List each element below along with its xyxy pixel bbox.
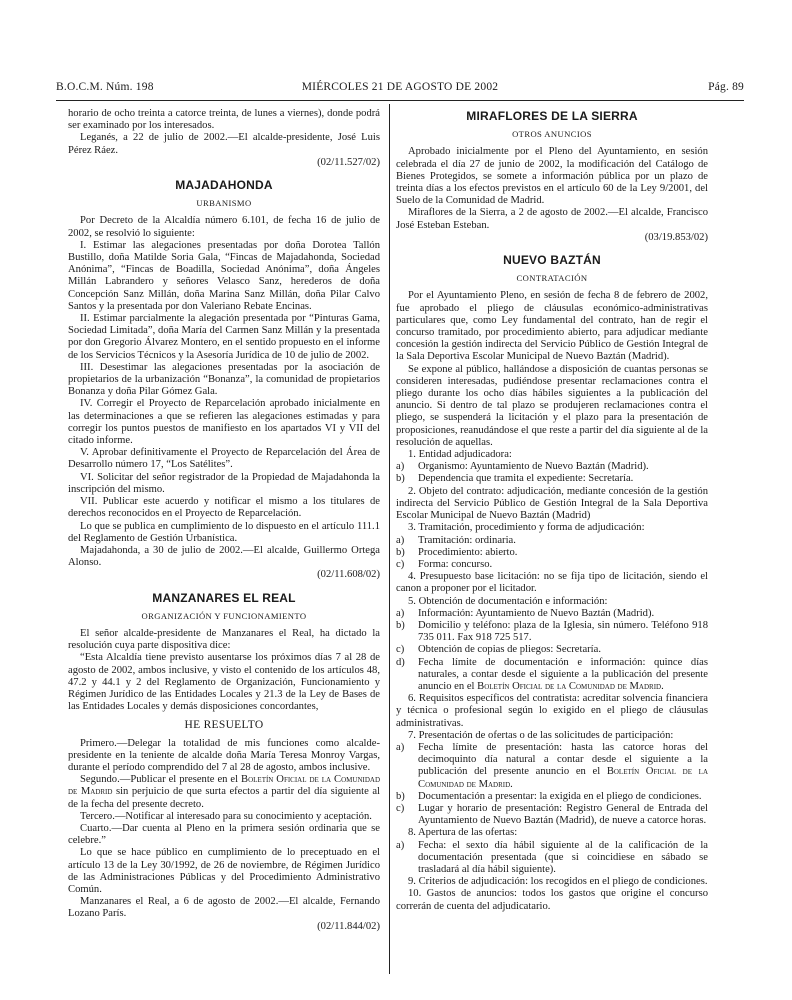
continued-text: horario de ocho treinta a catorce treinta, de lunes a viernes), donde podrá ser examinado por los interesados. xyxy=(68,108,380,132)
continued-signature: Leganés, a 22 de julio de 2002.—El alcalde-presidente, José Luis Pérez Ráez. xyxy=(68,132,380,156)
item-text: Dependencia que tramita el expediente: Secretaría. xyxy=(418,473,634,485)
list-item xyxy=(396,473,708,485)
paragraph: III. Desestimar las alegaciones presentadas por la asociación de propietarios de la urbanización “Bonanza”, la comunidad de propietarios Bonanza y doña Pilar Gómez Gala. xyxy=(68,361,380,398)
clause-heading: 9. Criterios de adjudicación: los recogidos en el pliego de condiciones. xyxy=(408,876,708,888)
item-text xyxy=(418,657,708,694)
signature: Manzanares el Real, a 6 de agosto de 2002.—El alcalde, Fernando Lozano París. xyxy=(68,896,380,920)
text-run: . xyxy=(661,680,664,692)
right-column xyxy=(396,108,708,913)
issue-number: B.O.C.M. Núm. 198 xyxy=(56,81,154,93)
section-heading: ORGANIZACIÓN Y FUNCIONAMIENTO xyxy=(141,610,307,621)
municipality-heading: MAJADAHONDA xyxy=(175,178,273,193)
item-letter: a) xyxy=(396,607,405,619)
paragraph: Por Decreto de la Alcaldía número 6.101, de fecha 16 de julio de 2002, se resolvió lo siguiente: xyxy=(68,215,380,239)
item-text xyxy=(418,742,708,791)
section-heading: URBANISMO xyxy=(196,198,252,209)
paragraph: IV. Corregir el Proyecto de Reparcelación aprobado inicialmente en las determinaciones a que se refieren las alegaciones estimadas y para corregir los puntos puestos de manifiesto en los apartados VI y VII del citado informe. xyxy=(68,398,380,447)
list-item xyxy=(396,559,708,571)
left-column xyxy=(68,108,380,933)
header-rule xyxy=(56,100,744,101)
list-item xyxy=(396,547,708,559)
item-letter: b) xyxy=(396,790,405,802)
item-letter: c) xyxy=(396,802,405,814)
page-number: Pág. 89 xyxy=(708,81,744,93)
item-text: Domicilio y teléfono: plaza de la Iglesia, sin número. Teléfono 918 735 011. Fax 918 725 517. xyxy=(418,619,708,644)
resolution-heading: HE RESUELTO xyxy=(184,719,264,732)
item-letter: a) xyxy=(396,461,405,473)
text-run: . xyxy=(510,778,513,790)
list-item xyxy=(396,742,708,791)
item-letter: d) xyxy=(396,656,405,668)
paragraph: Tercero.—Notificar al interesado para su conocimiento y aceptación. xyxy=(80,810,372,822)
item-letter: a) xyxy=(396,839,405,851)
clause-heading: 3. Tramitación, procedimiento y forma de adjudicación: xyxy=(408,522,645,534)
signature: Majadahonda, a 30 de julio de 2002.—El alcalde, Guillermo Ortega Alonso. xyxy=(68,544,380,569)
clause-heading: 5. Obtención de documentación e información: xyxy=(408,595,608,607)
item-letter: b) xyxy=(396,619,405,631)
section-heading: CONTRATACIÓN xyxy=(516,273,588,284)
signature: Miraflores de la Sierra, a 2 de agosto de 2002.—El alcalde, Francisco José Esteban Esteban. xyxy=(396,207,708,231)
paragraph: Cuarto.—Dar cuenta al Pleno en la primera sesión ordinaria que se celebre.” xyxy=(68,822,380,847)
paragraph: Aprobado inicialmente por el Pleno del Ayuntamiento, en sesión celebrada el día 27 de junio de 2002, la modificación del Catálogo de Bienes Protegidos, se somete a información pública por un plazo de treinta días a los efectos previstos en el artículo 60 de la Ley 9/2001, del Suelo de la Comunidad de Madrid. xyxy=(396,146,708,207)
clause-heading: 4. Presupuesto base licitación: no se fija tipo de licitación, siendo el canon a proponer por el licitador. xyxy=(396,571,708,595)
paragraph: “Esta Alcaldía tiene previsto ausentarse los próximos días 7 al 28 de agosto de 2002, ambos inclusive, y visto el contenido de los artículos 48, 47.2 y 44.1 y 2 del Reglamento de Organización, Funcionamiento y Régimen Jurídico de las Entidades Locales y 21.3 de la Ley de Bases de las Entidades Locales y demás disposiciones concordantes, xyxy=(68,652,380,713)
bulletin-name: Boletín Oficial de la Comunidad de Madrid xyxy=(418,766,708,790)
issue-date: MIÉRCOLES 21 DE AGOSTO DE 2002 xyxy=(301,81,499,93)
paragraph: Por el Ayuntamiento Pleno, en sesión de fecha 8 de febrero de 2002, fue aprobado el pliego de cláusulas económico-administrativas particulares que, como Ley fundamental del contrato, han de regir el concurso tramitado, por procedimiento abierto, para adjudicar mediante concesión la gestión indirecta del Servicio Público de Gestión Integral de la Sala Deportiva Escolar Municipal de Nuevo Baztán (Madrid). xyxy=(396,290,708,363)
paragraph: I. Estimar las alegaciones presentadas por doña Dorotea Tallón Bustillo, doña Matilde Soria Gala, “Fincas de Majadahonda, Sociedad Anónima”, “Fincas de Boadilla, Sociedad Anónima”, doña Ángeles Millán Labrandero y señores Velasco Sanz, herederos de doña Concepción Sanz Millán, doña Marina Sanz Millán, doña Pilar Calvo Santos y la presentada por don Valeriano Rebate Encinas. xyxy=(68,239,380,312)
clause-heading: 8. Apertura de las ofertas: xyxy=(408,827,518,839)
list-item xyxy=(396,535,708,547)
item-text: Procedimiento: abierto. xyxy=(418,546,518,558)
paragraph: Lo que se hace público en cumplimiento de lo preceptuado en el artículo 13 de la Ley 30/1992, de 26 de noviembre, de Régimen Jurídico de las Administraciones Públicas y del Procedimiento Administrativo Común. xyxy=(68,847,380,895)
item-text: Tramitación: ordinaria. xyxy=(418,534,516,546)
list-item xyxy=(396,840,708,877)
text-run: Segundo.—Publicar el presente en el xyxy=(80,774,242,786)
clause-heading: 1. Entidad adjudicadora: xyxy=(408,449,512,461)
reference-code: (02/11.527/02) xyxy=(317,156,380,168)
paragraph: Se expone al público, hallándose a disposición de cuantas personas se consideren interesadas, pudiéndose presentar reclamaciones contra el pliego durante los ocho días hábiles siguientes a la publicación del anuncio. Si dentro de tal plazo se produjeren reclamaciones contra el pliego, se suspenderá la licitación y el plazo para la presentación de proposiciones, reanudándose el que reste a partir del día siguiente al de la resolución de aquellas. xyxy=(396,363,708,448)
item-letter: a) xyxy=(396,741,405,753)
item-letter: b) xyxy=(396,473,405,485)
list-item xyxy=(396,461,708,473)
municipality-heading: MANZANARES EL REAL xyxy=(152,590,296,605)
text-run: sin perjuicio de que surta efectos a partir del día siguiente al de la fecha del presente decreto. xyxy=(68,786,380,810)
paragraph: V. Aprobar definitivamente el Proyecto de Reparcelación del Área de Desarrollo número 17, “Los Satélites”. xyxy=(68,447,380,471)
page-header xyxy=(56,81,744,97)
item-letter: a) xyxy=(396,534,405,546)
text-run: Fecha límite de presentación: hasta las catorce horas del decimoquinto día natural a contar desde el siguiente a la publicación del presente anuncio en el xyxy=(418,741,708,778)
item-text: Forma: concurso. xyxy=(418,558,493,570)
list-item xyxy=(396,620,708,644)
column-divider xyxy=(389,104,390,974)
list-item xyxy=(396,657,708,694)
reference-code: (02/11.844/02) xyxy=(317,920,380,932)
section-heading: OTROS ANUNCIOS xyxy=(512,129,592,140)
clause-heading: 10. Gastos de anuncios: todos los gastos que origine el concurso correrán de cuenta del adjudicatario. xyxy=(396,888,708,912)
paragraph: El señor alcalde-presidente de Manzanares el Real, ha dictado la resolución cuya parte dispositiva dice: xyxy=(68,627,380,652)
paragraph: VI. Solicitar del señor registrador de la Propiedad de Majadahonda la inscripción del mismo. xyxy=(68,471,380,495)
item-letter: c) xyxy=(396,558,405,570)
item-text: Obtención de copias de pliegos: Secretaría. xyxy=(418,644,601,656)
clause-heading: 7. Presentación de ofertas o de las solicitudes de participación: xyxy=(408,729,674,741)
list-item xyxy=(396,803,708,827)
reference-code: (02/11.608/02) xyxy=(317,569,380,581)
list-item xyxy=(396,791,708,803)
bulletin-name: Boletín Oficial de la Comunidad de Madrid xyxy=(68,774,381,798)
paragraph: Primero.—Delegar la totalidad de mis funciones como alcalde-presidente en la teniente de alcalde doña María Teresa Monroy Vargas, durante el período comprendido del 7 al 28 de agosto, ambos inclusive. xyxy=(68,737,380,773)
item-text: Organismo: Ayuntamiento de Nuevo Baztán (Madrid). xyxy=(418,461,649,473)
bulletin-name: Boletín Oficial de la Comunidad de Madrid xyxy=(477,680,662,692)
item-letter: b) xyxy=(396,546,405,558)
item-letter: c) xyxy=(396,644,405,656)
item-text: Lugar y horario de presentación: Registro General de Entrada del Ayuntamiento de Nuevo Baztán (Madrid), de nueve a catorce horas. xyxy=(418,802,708,827)
list-item xyxy=(396,644,708,656)
reference-code: (03/19.853/02) xyxy=(644,231,708,243)
clause-heading: 2. Objeto del contrato: adjudicación, mediante concesión de la gestión indirecta del Servicio Público de Gestión Integral de la Sala Deportiva Escolar Municipal de Nuevo Baztán (Madrid) xyxy=(396,485,708,522)
item-text: Fecha: el sexto día hábil siguiente al de la calificación de la documentación presentada (que si coincidiese en sábado se trasladará al día hábil siguiente). xyxy=(418,839,708,875)
paragraph: Lo que se publica en cumplimiento de lo dispuesto en el artículo 111.1 del Reglamento de Gestión Urbanística. xyxy=(68,520,380,544)
municipality-heading: MIRAFLORES DE LA SIERRA xyxy=(466,109,638,123)
municipality-heading: NUEVO BAZTÁN xyxy=(503,253,601,268)
list-item xyxy=(396,608,708,620)
text-run: Fecha límite de documentación e información: quince días naturales, a contar desde el siguiente a la publicación del presente anuncio en el xyxy=(418,656,708,692)
paragraph: II. Estimar parcialmente la alegación presentada por “Pinturas Gama, Sociedad Limitada”, doña María del Carmen Sanz Millán y la presentada por don Gregorio Álvarez Montero, en el sentido propuesto en el informe de los Servicios Técnicos y la Asesoría Jurídica de 10 de julio de 2002. xyxy=(68,313,380,361)
paragraph: VII. Publicar este acuerdo y notificar el mismo a los titulares de derechos reconocidos en el Proyecto de Reparcelación. xyxy=(68,496,380,520)
paragraph xyxy=(68,774,380,811)
item-text: Documentación a presentar: la exigida en el pliego de condiciones. xyxy=(418,790,702,802)
clause-heading: 6. Requisitos específicos del contratista: acreditar solvencia financiera y técnica o profesional según lo exigido en el pliego de cláusulas administrativas. xyxy=(396,693,708,729)
item-text: Información: Ayuntamiento de Nuevo Baztán (Madrid). xyxy=(418,607,655,619)
